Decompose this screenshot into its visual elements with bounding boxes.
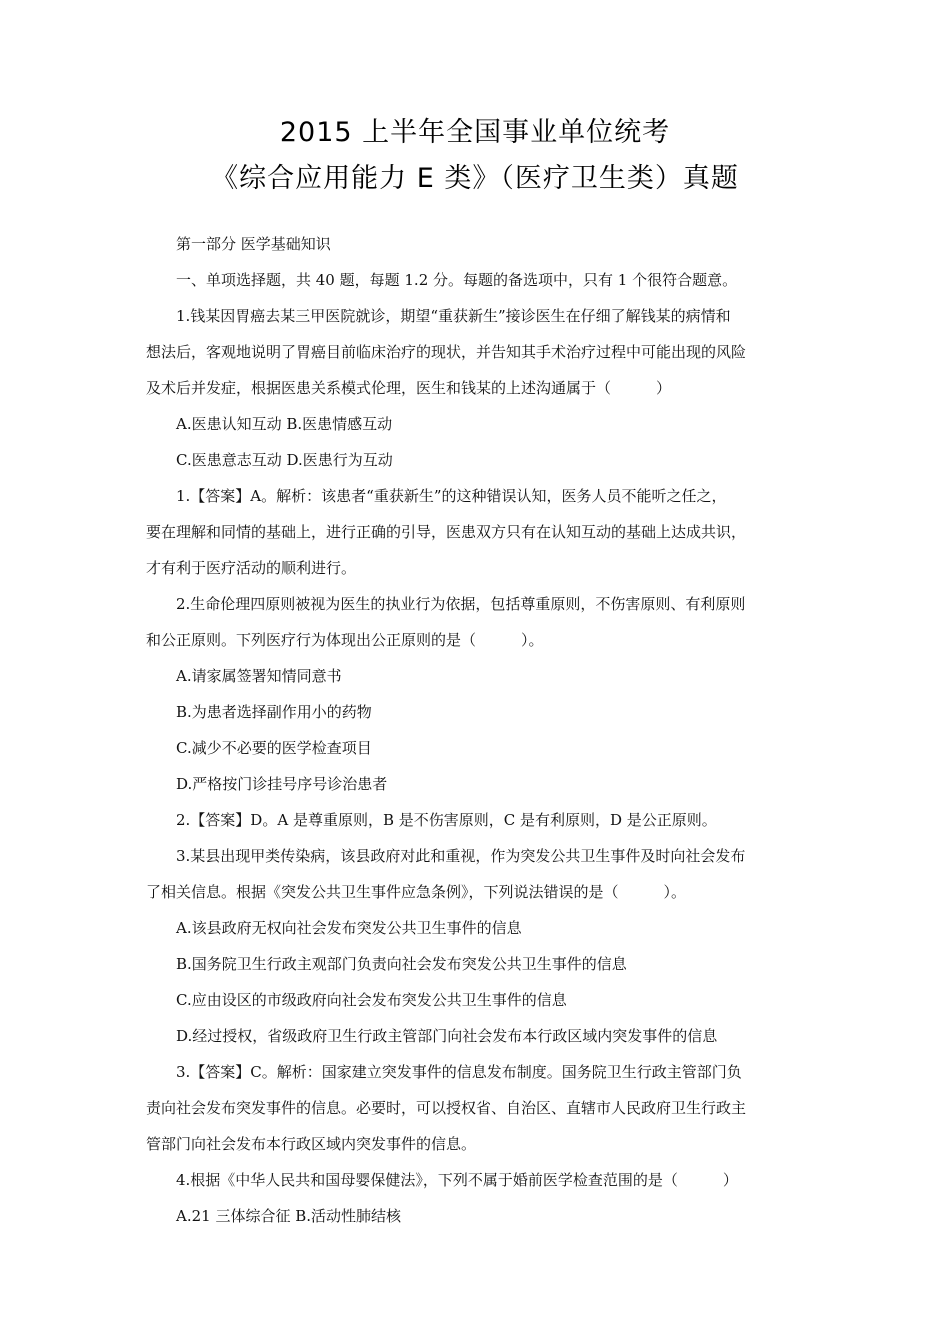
text-line: A.该县政府无权向社会发布突发公共卫生事件的信息 — [176, 919, 522, 937]
text-line: 及术后并发症，根据医患关系模式伦理，医生和钱某的上述沟通属于（ ） — [146, 379, 672, 397]
text-line: C.应由设区的市级政府向社会发布突发公共卫生事件的信息 — [176, 991, 567, 1009]
text-line: 管部门向社会发布本行政区域内突发事件的信息。 — [146, 1135, 477, 1153]
text-line: 3.某县出现甲类传染病，该县政府对此和重视，作为突发公共卫生事件及时向社会发布 — [176, 847, 746, 865]
text-line: 了相关信息。根据《突发公共卫生事件应急条例》，下列说法错误的是（ ）。 — [146, 883, 687, 901]
text-line: 要在理解和同情的基础上，进行正确的引导，医患双方只有在认知互动的基础上达成共识， — [146, 523, 747, 541]
text-line: 2.生命伦理四原则被视为医生的执业行为依据，包括尊重原则，不伤害原则、有利原则 — [176, 595, 746, 613]
text-line: 才有利于医疗活动的顺利进行。 — [146, 559, 357, 577]
text-line: A.请家属签署知情同意书 — [176, 667, 342, 685]
document-title-line-1: 2015 上半年全国事业单位统考 — [279, 117, 671, 148]
text-line: D.经过授权，省级政府卫生行政主管部门向社会发布本行政区域内突发事件的信息 — [176, 1027, 718, 1045]
text-line: A.医患认知互动 B.医患情感互动 — [176, 415, 393, 433]
text-line: 第一部分 医学基础知识 — [176, 235, 331, 253]
text-line: B.为患者选择副作用小的药物 — [176, 703, 372, 721]
document-body — [146, 226, 816, 1234]
text-line: 3.【答案】C。解析：国家建立突发事件的信息发布制度。国务院卫生行政主管部门负 — [176, 1063, 742, 1081]
text-line: D.严格按门诊挂号序号诊治患者 — [176, 775, 388, 793]
text-line: 想法后，客观地说明了胃癌目前临床治疗的现状，并告知其手术治疗过程中可能出现的风险 — [146, 343, 747, 361]
text-line: 责向社会发布突发事件的信息。必要时，可以授权省、自治区、直辖市人民政府卫生行政主 — [146, 1099, 747, 1117]
text-line: A.21 三体综合征 B.活动性肺结核 — [176, 1207, 402, 1225]
text-line: 1.钱某因胃癌去某三甲医院就诊，期望“重获新生”接诊医生在仔细了解钱某的病情和 — [176, 307, 731, 325]
text-line: 一、单项选择题，共 40 题，每题 1.2 分。每题的备选项中，只有 1 个很符合题意。 — [176, 271, 738, 289]
document-title-line-2: 《综合应用能力 E 类》（医疗卫生类）真题 — [211, 163, 739, 194]
text-line: C.医患意志互动 D.医患行为互动 — [176, 451, 393, 469]
text-line: B.国务院卫生行政主观部门负责向社会发布突发公共卫生事件的信息 — [176, 955, 627, 973]
text-line: 1.【答案】A。解析：该患者“重获新生”的这种错误认知，医务人员不能听之任之， — [176, 487, 727, 505]
text-line: 4.根据《中华人民共和国母婴保健法》，下列不属于婚前医学检查范围的是（ ） — [176, 1171, 738, 1189]
text-line: C.减少不必要的医学检查项目 — [176, 739, 372, 757]
text-line: 和公正原则。下列医疗行为体现出公正原则的是（ ）。 — [146, 631, 544, 649]
text-line: 2.【答案】D。A 是尊重原则，B 是不伤害原则，C 是有利原则，D 是公正原则。 — [176, 811, 717, 829]
